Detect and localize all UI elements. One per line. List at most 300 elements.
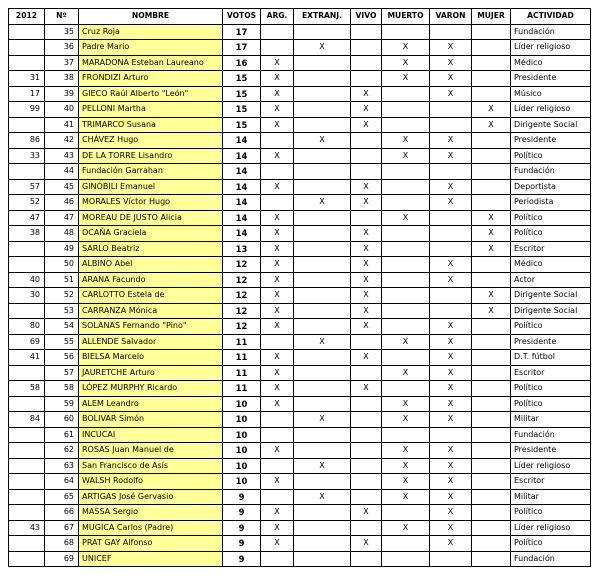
cell-actividad: Líder religioso (511, 520, 591, 536)
cell-varon (430, 226, 472, 242)
cell-nombre: ARANA Facundo (79, 272, 223, 288)
cell-nombre: PRAT GAY Alfonso (79, 536, 223, 552)
cell-muerto (382, 257, 430, 273)
cell-numero: 54 (45, 319, 79, 335)
cell-actividad: Presidente (511, 71, 591, 87)
cell-actividad: Escritor (511, 474, 591, 490)
cell-mujer (472, 520, 511, 536)
cell-vivo (351, 71, 382, 87)
cell-mujer: X (472, 288, 511, 304)
cell-mujer (472, 195, 511, 211)
cell-numero: 41 (45, 117, 79, 133)
cell-varon (430, 303, 472, 319)
cell-votos: 12 (223, 319, 261, 335)
cell-votos: 10 (223, 427, 261, 443)
cell-numero: 67 (45, 520, 79, 536)
cell-arg: X (261, 71, 294, 87)
cell-varon (430, 210, 472, 226)
cell-actividad: Militar (511, 489, 591, 505)
cell-nombre: ROSAS Juan Manuel de (79, 443, 223, 459)
cell-extranj (294, 365, 351, 381)
cell-vivo (351, 365, 382, 381)
cell-mujer (472, 40, 511, 56)
cell-arg: X (261, 536, 294, 552)
cell-actividad: Dirigente Social (511, 303, 591, 319)
cell-votos: 14 (223, 226, 261, 242)
cell-mujer: X (472, 210, 511, 226)
cell-extranj (294, 71, 351, 87)
cell-extranj (294, 303, 351, 319)
cell-muerto (382, 195, 430, 211)
cell-muerto (382, 164, 430, 180)
cell-vivo: X (351, 381, 382, 397)
cell-vivo: X (351, 195, 382, 211)
header-row (9, 9, 591, 25)
cell-arg: X (261, 257, 294, 273)
cell-varon: X (430, 86, 472, 102)
cell-vivo: X (351, 288, 382, 304)
cell-muerto (382, 381, 430, 397)
cell-vivo: X (351, 303, 382, 319)
cell-actividad: Fundación (511, 427, 591, 443)
cell-actividad: Fundación (511, 24, 591, 40)
cell-actividad: Dirigente Social (511, 117, 591, 133)
header-varon: VARON (430, 9, 472, 25)
cell-2012 (9, 303, 45, 319)
header-actividad: ACTIVIDAD (511, 9, 591, 25)
cell-varon: X (430, 350, 472, 366)
table-row (9, 102, 591, 118)
cell-votos: 14 (223, 195, 261, 211)
table-row (9, 40, 591, 56)
cell-mujer: X (472, 117, 511, 133)
cell-nombre: MUGICA Carlos (Padre) (79, 520, 223, 536)
cell-nombre: MASSA Sergio (79, 505, 223, 521)
cell-nombre: SOLANAS Fernando "Pino" (79, 319, 223, 335)
table-row (9, 319, 591, 335)
cell-arg: X (261, 350, 294, 366)
cell-votos: 9 (223, 520, 261, 536)
cell-varon (430, 117, 472, 133)
cell-arg: X (261, 520, 294, 536)
cell-arg: X (261, 117, 294, 133)
cell-nombre: GINÓBILI Emanuel (79, 179, 223, 195)
cell-vivo (351, 164, 382, 180)
cell-numero: 42 (45, 133, 79, 149)
table-row (9, 334, 591, 350)
table-row (9, 458, 591, 474)
cell-vivo (351, 133, 382, 149)
cell-2012 (9, 474, 45, 490)
cell-2012 (9, 164, 45, 180)
cell-muerto (382, 179, 430, 195)
cell-actividad: Escritor (511, 241, 591, 257)
cell-votos: 11 (223, 350, 261, 366)
cell-2012 (9, 40, 45, 56)
cell-vivo (351, 427, 382, 443)
cell-vivo (351, 412, 382, 428)
cell-nombre: LÓPEZ MURPHY Ricardo (79, 381, 223, 397)
cell-actividad: Político (511, 396, 591, 412)
cell-nombre: MORALES Víctor Hugo (79, 195, 223, 211)
cell-actividad: Político (511, 536, 591, 552)
cell-mujer: X (472, 241, 511, 257)
cell-numero: 65 (45, 489, 79, 505)
cell-extranj (294, 24, 351, 40)
cell-2012 (9, 443, 45, 459)
cell-2012 (9, 241, 45, 257)
table-row (9, 241, 591, 257)
table-row (9, 226, 591, 242)
table-row (9, 288, 591, 304)
cell-extranj (294, 257, 351, 273)
cell-muerto: X (382, 210, 430, 226)
cell-nombre: UNICEF (79, 551, 223, 567)
cell-numero: 68 (45, 536, 79, 552)
cell-2012: 58 (9, 381, 45, 397)
cell-extranj (294, 148, 351, 164)
cell-numero: 64 (45, 474, 79, 490)
cell-extranj (294, 427, 351, 443)
cell-nombre: Padre Mario (79, 40, 223, 56)
table-row (9, 396, 591, 412)
header-vivo: VIVO (351, 9, 382, 25)
cell-2012: 80 (9, 319, 45, 335)
cell-arg: X (261, 288, 294, 304)
cell-mujer: X (472, 102, 511, 118)
table-row (9, 489, 591, 505)
header-votos: VOTOS (223, 9, 261, 25)
header-arg: ARG. (261, 9, 294, 25)
cell-2012 (9, 24, 45, 40)
cell-vivo: X (351, 179, 382, 195)
cell-actividad: Político (511, 319, 591, 335)
cell-muerto: X (382, 334, 430, 350)
cell-arg (261, 24, 294, 40)
cell-varon: X (430, 319, 472, 335)
cell-2012 (9, 489, 45, 505)
cell-numero: 53 (45, 303, 79, 319)
cell-numero: 38 (45, 71, 79, 87)
cell-arg (261, 195, 294, 211)
cell-arg: X (261, 381, 294, 397)
cell-extranj (294, 319, 351, 335)
cell-varon: X (430, 505, 472, 521)
cell-varon: X (430, 458, 472, 474)
cell-extranj (294, 443, 351, 459)
cell-vivo (351, 210, 382, 226)
table-row (9, 117, 591, 133)
cell-extranj: X (294, 489, 351, 505)
cell-votos: 12 (223, 272, 261, 288)
cell-numero: 59 (45, 396, 79, 412)
cell-muerto (382, 551, 430, 567)
cell-extranj (294, 164, 351, 180)
cell-2012 (9, 257, 45, 273)
cell-varon: X (430, 334, 472, 350)
cell-arg: X (261, 303, 294, 319)
table-row (9, 148, 591, 164)
cell-nombre: BIELSA Marcelo (79, 350, 223, 366)
cell-vivo (351, 520, 382, 536)
cell-numero: 63 (45, 458, 79, 474)
cell-arg: X (261, 102, 294, 118)
cell-nombre: Cruz Roja (79, 24, 223, 40)
cell-votos: 10 (223, 412, 261, 428)
cell-muerto (382, 350, 430, 366)
cell-muerto: X (382, 520, 430, 536)
cell-extranj (294, 272, 351, 288)
table-row (9, 257, 591, 273)
cell-nombre: Fundación Garrahan (79, 164, 223, 180)
cell-votos: 11 (223, 381, 261, 397)
cell-varon: X (430, 55, 472, 71)
cell-votos: 10 (223, 443, 261, 459)
cell-actividad: Fundación (511, 551, 591, 567)
cell-mujer (472, 179, 511, 195)
header-2012: 2012 (9, 9, 45, 25)
cell-nombre: FRONDIZI Arturo (79, 71, 223, 87)
cell-varon: X (430, 133, 472, 149)
cell-actividad: Líder religioso (511, 102, 591, 118)
cell-varon (430, 288, 472, 304)
cell-muerto (382, 117, 430, 133)
cell-arg: X (261, 241, 294, 257)
cell-mujer (472, 396, 511, 412)
cell-varon (430, 102, 472, 118)
cell-votos: 11 (223, 365, 261, 381)
cell-numero: 46 (45, 195, 79, 211)
cell-nombre: GIECO Raúl Alberto "León" (79, 86, 223, 102)
cell-votos: 9 (223, 489, 261, 505)
cell-nombre: San Francisco de Asís (79, 458, 223, 474)
cell-extranj (294, 226, 351, 242)
cell-numero: 58 (45, 381, 79, 397)
cell-2012: 43 (9, 520, 45, 536)
cell-varon (430, 427, 472, 443)
cell-nombre: OCAÑA Graciela (79, 226, 223, 242)
cell-nombre: JAURETCHE Arturo (79, 365, 223, 381)
cell-2012: 17 (9, 86, 45, 102)
header-nombre: NOMBRE (79, 9, 223, 25)
cell-votos: 9 (223, 536, 261, 552)
cell-mujer (472, 551, 511, 567)
cell-votos: 15 (223, 86, 261, 102)
cell-numero: 57 (45, 365, 79, 381)
cell-extranj (294, 396, 351, 412)
cell-numero: 39 (45, 86, 79, 102)
cell-mujer: X (472, 303, 511, 319)
cell-extranj (294, 117, 351, 133)
cell-varon: X (430, 272, 472, 288)
cell-votos: 14 (223, 179, 261, 195)
table-row (9, 24, 591, 40)
cell-muerto (382, 288, 430, 304)
cell-mujer (472, 257, 511, 273)
table-row (9, 272, 591, 288)
cell-numero: 56 (45, 350, 79, 366)
cell-varon: X (430, 520, 472, 536)
cell-muerto: X (382, 55, 430, 71)
cell-votos: 11 (223, 334, 261, 350)
cell-2012: 84 (9, 412, 45, 428)
cell-muerto: X (382, 443, 430, 459)
cell-extranj (294, 288, 351, 304)
cell-actividad: Presidente (511, 443, 591, 459)
cell-arg: X (261, 210, 294, 226)
cell-vivo (351, 489, 382, 505)
table-row (9, 427, 591, 443)
cell-varon (430, 164, 472, 180)
cell-2012: 31 (9, 71, 45, 87)
cell-nombre: CARRANZA Mónica (79, 303, 223, 319)
cell-vivo: X (351, 536, 382, 552)
cell-numero: 37 (45, 55, 79, 71)
cell-actividad: Dirigente Social (511, 288, 591, 304)
cell-vivo: X (351, 350, 382, 366)
cell-vivo (351, 443, 382, 459)
cell-mujer (472, 24, 511, 40)
cell-mujer (472, 272, 511, 288)
table-row (9, 133, 591, 149)
cell-nombre: ALLENDE Salvador (79, 334, 223, 350)
cell-2012: 99 (9, 102, 45, 118)
cell-vivo (351, 474, 382, 490)
cell-mujer (472, 427, 511, 443)
cell-mujer (472, 458, 511, 474)
cell-varon: X (430, 365, 472, 381)
cell-actividad: Periodista (511, 195, 591, 211)
cell-extranj (294, 505, 351, 521)
cell-varon: X (430, 71, 472, 87)
cell-varon: X (430, 195, 472, 211)
cell-muerto: X (382, 489, 430, 505)
cell-vivo: X (351, 505, 382, 521)
cell-actividad: Político (511, 381, 591, 397)
cell-mujer (472, 474, 511, 490)
cell-mujer (472, 443, 511, 459)
cell-actividad: Fundación (511, 164, 591, 180)
cell-varon: X (430, 381, 472, 397)
cell-varon: X (430, 412, 472, 428)
cell-arg: X (261, 226, 294, 242)
cell-numero: 36 (45, 40, 79, 56)
cell-actividad: Presidente (511, 334, 591, 350)
cell-muerto: X (382, 40, 430, 56)
cell-2012 (9, 396, 45, 412)
cell-extranj (294, 86, 351, 102)
cell-2012: 41 (9, 350, 45, 366)
table-row (9, 71, 591, 87)
header-mujer: MUJER (472, 9, 511, 25)
cell-extranj (294, 381, 351, 397)
cell-actividad: Líder religioso (511, 40, 591, 56)
cell-votos: 10 (223, 396, 261, 412)
cell-varon (430, 24, 472, 40)
cell-extranj (294, 179, 351, 195)
cell-extranj (294, 536, 351, 552)
cell-arg (261, 458, 294, 474)
cell-numero: 40 (45, 102, 79, 118)
cell-extranj (294, 474, 351, 490)
header-extranj: EXTRANJ. (294, 9, 351, 25)
cell-extranj (294, 520, 351, 536)
cell-2012: 52 (9, 195, 45, 211)
cell-votos: 14 (223, 164, 261, 180)
cell-muerto (382, 319, 430, 335)
cell-muerto (382, 24, 430, 40)
cell-numero: 60 (45, 412, 79, 428)
cell-vivo (351, 40, 382, 56)
cell-arg (261, 551, 294, 567)
cell-2012 (9, 365, 45, 381)
cell-varon (430, 241, 472, 257)
cell-nombre: ALBINO Abel (79, 257, 223, 273)
cell-votos: 15 (223, 71, 261, 87)
cell-votos: 10 (223, 458, 261, 474)
cell-votos: 15 (223, 117, 261, 133)
cell-votos: 9 (223, 505, 261, 521)
cell-nombre: BOLIVAR Simón (79, 412, 223, 428)
cell-2012: 33 (9, 148, 45, 164)
cell-actividad: Actor (511, 272, 591, 288)
cell-numero: 61 (45, 427, 79, 443)
cell-mujer (472, 381, 511, 397)
cell-votos: 9 (223, 551, 261, 567)
cell-arg: X (261, 179, 294, 195)
cell-actividad: Militar (511, 412, 591, 428)
cell-nombre: SARLO Beatriz (79, 241, 223, 257)
cell-arg (261, 40, 294, 56)
cell-actividad: Deportista (511, 179, 591, 195)
cell-2012: 47 (9, 210, 45, 226)
table-row (9, 536, 591, 552)
cell-actividad: Presidente (511, 133, 591, 149)
cell-arg: X (261, 443, 294, 459)
cell-actividad: Escritor (511, 365, 591, 381)
cell-muerto: X (382, 133, 430, 149)
cell-2012 (9, 551, 45, 567)
cell-2012: 57 (9, 179, 45, 195)
cell-vivo: X (351, 241, 382, 257)
cell-extranj: X (294, 334, 351, 350)
cell-votos: 15 (223, 102, 261, 118)
cell-varon: X (430, 257, 472, 273)
cell-2012: 69 (9, 334, 45, 350)
cell-vivo (351, 55, 382, 71)
cell-arg (261, 427, 294, 443)
cell-numero: 55 (45, 334, 79, 350)
cell-muerto (382, 226, 430, 242)
cell-muerto: X (382, 365, 430, 381)
cell-mujer (472, 505, 511, 521)
cell-2012 (9, 458, 45, 474)
cell-extranj (294, 551, 351, 567)
cell-votos: 14 (223, 133, 261, 149)
cell-extranj: X (294, 412, 351, 428)
cell-varon (430, 551, 472, 567)
cell-numero: 52 (45, 288, 79, 304)
table-row (9, 55, 591, 71)
cell-votos: 17 (223, 24, 261, 40)
cell-varon: X (430, 179, 472, 195)
cell-arg: X (261, 396, 294, 412)
cell-muerto (382, 427, 430, 443)
cell-actividad: Político (511, 210, 591, 226)
cell-actividad: Político (511, 226, 591, 242)
cell-numero: 45 (45, 179, 79, 195)
cell-vivo: X (351, 102, 382, 118)
